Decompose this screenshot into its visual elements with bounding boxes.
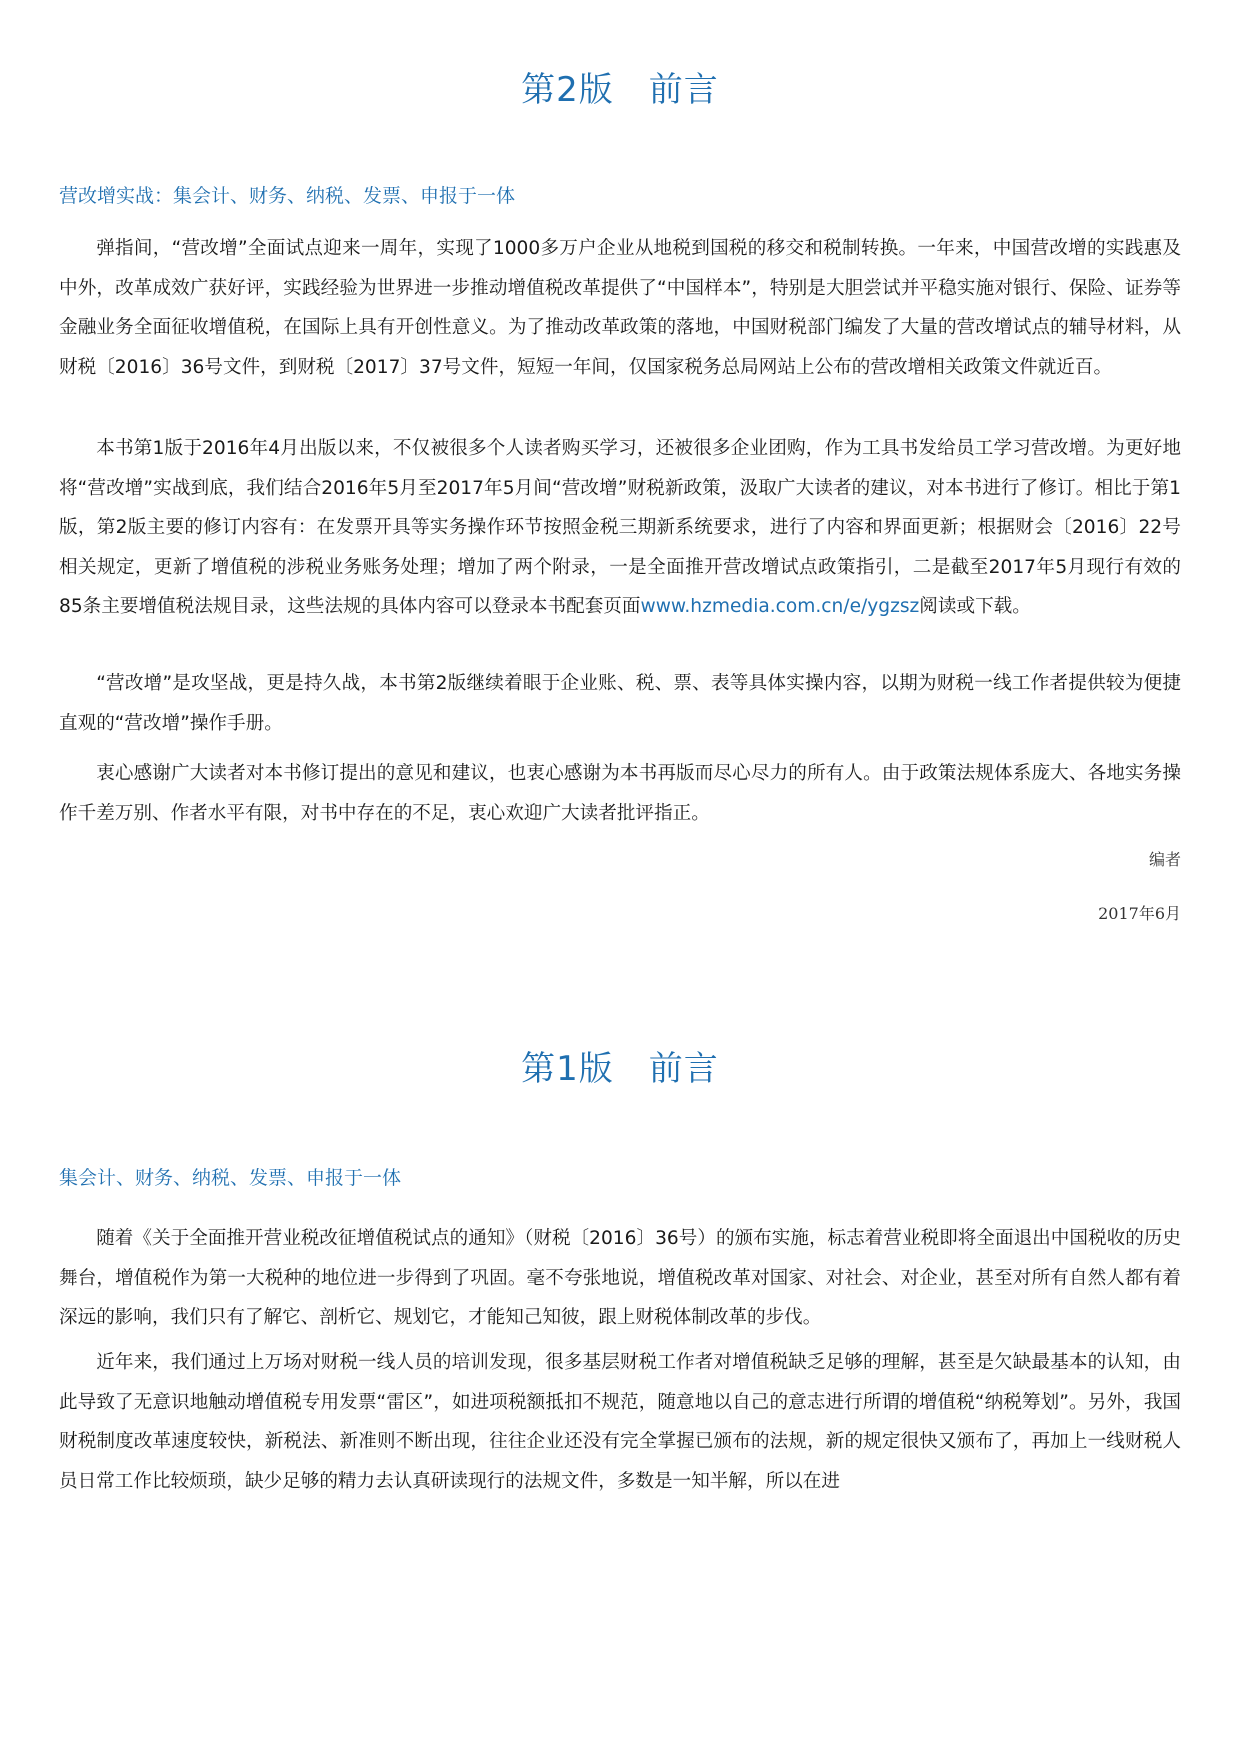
author-signature: 编者 bbox=[1148, 850, 1181, 869]
companion-website-link[interactable]: www.hzmedia.com.cn/e/ygzsz bbox=[640, 596, 920, 617]
edition1-paragraph-2: 近年来，我们通过上万场对财税一线人员的培训发现，很多基层财税工作者对增值税缺乏足够的理解，甚至是欠缺最基本的认知，由此导致了无意识地触动增值税专用发票“雷区”，如进项税额抵扣不规范，随意地以自己的意志进行所谓的增值税“纳税筹划”。另外，我国财税制度改革速度较快，新税法、新准则不断出现，往往企业还没有完全掌握已颁布的法规，新的规定很快又颁布了，再加上一线财税人员日常工作比较烦琐，缺少足够的精力去认真研读现行的法规文件，多数是一知半解，所以在进 bbox=[59, 1352, 1181, 1492]
preface-date: 2017年6月 bbox=[1098, 904, 1181, 923]
edition2-subtitle: 营改增实战：集会计、财务、纳税、发票、申报于一体 bbox=[59, 185, 516, 207]
edition2-paragraph-2-text: 本书第1版于2016年4月出版以来，不仅被很多个人读者购买学习，还被很多企业团购，作为工具书发给员工学习营改增。为更好地将“营改增”实战到底，我们结合2016年5月至2017年5月间“营改增”财税新政策，汲取广大读者的建议，对本书进行了修订。相比于第1版，第2版主要的修订内容有：在发票开具等实务操作环节按照金税三期新系统要求，进行了内容和界面更新；根据财会〔2016〕22号相关规定，更新了增值税的涉税业务账务处理；增加了两个附录，一是全面推开营改增试点政策指引，二是截至2017年5月现行有效的85条主要增值税法规目录，这些法规的具体内容可以登录本书配套页面 bbox=[59, 438, 1181, 617]
edition2-paragraph-2 bbox=[59, 429, 1181, 627]
edition2-title: 第2版 前言 bbox=[521, 70, 719, 110]
edition2-paragraph-1: 弹指间，“营改增”全面试点迎来一周年，实现了1000多万户企业从地税到国税的移交和税制转换。一年来，中国营改增的实践惠及中外，改革成效广获好评，实践经验为世界进一步推动增值税改革提供了“中国样本”，特别是大胆尝试并平稳实施对银行、保险、证券等金融业务全面征收增值税，在国际上具有开创性意义。为了推动改革政策的落地，中国财税部门编发了大量的营改增试点的辅导材料，从财税〔2016〕36号文件，到财税〔2017〕37号文件，短短一年间，仅国家税务总局网站上公布的营改增相关政策文件就近百。 bbox=[59, 238, 1181, 378]
edition1-paragraph-1: 随着《关于全面推开营业税改征增值税试点的通知》（财税〔2016〕36号）的颁布实施，标志着营业税即将全面退出中国税收的历史舞台，增值税作为第一大税种的地位进一步得到了巩固。毫不夸张地说，增值税改革对国家、对社会、对企业，甚至对所有自然人都有着深远的影响，我们只有了解它、剖析它、规划它，才能知己知彼，跟上财税体制改革的步伐。 bbox=[59, 1228, 1181, 1328]
edition1-title: 第1版 前言 bbox=[521, 1049, 719, 1089]
edition2-paragraph-2-tail: 阅读或下载。 bbox=[919, 596, 1031, 617]
edition1-subtitle: 集会计、财务、纳税、发票、申报于一体 bbox=[59, 1167, 402, 1189]
edition2-paragraph-3: “营改增”是攻坚战，更是持久战，本书第2版继续着眼于企业账、税、票、表等具体实操内容，以期为财税一线工作者提供较为便捷直观的“营改增”操作手册。 bbox=[59, 673, 1181, 734]
edition2-paragraph-4: 衷心感谢广大读者对本书修订提出的意见和建议，也衷心感谢为本书再版而尽心尽力的所有人。由于政策法规体系庞大、各地实务操作千差万别、作者水平有限，对书中存在的不足，衷心欢迎广大读者批评指正。 bbox=[59, 763, 1181, 824]
